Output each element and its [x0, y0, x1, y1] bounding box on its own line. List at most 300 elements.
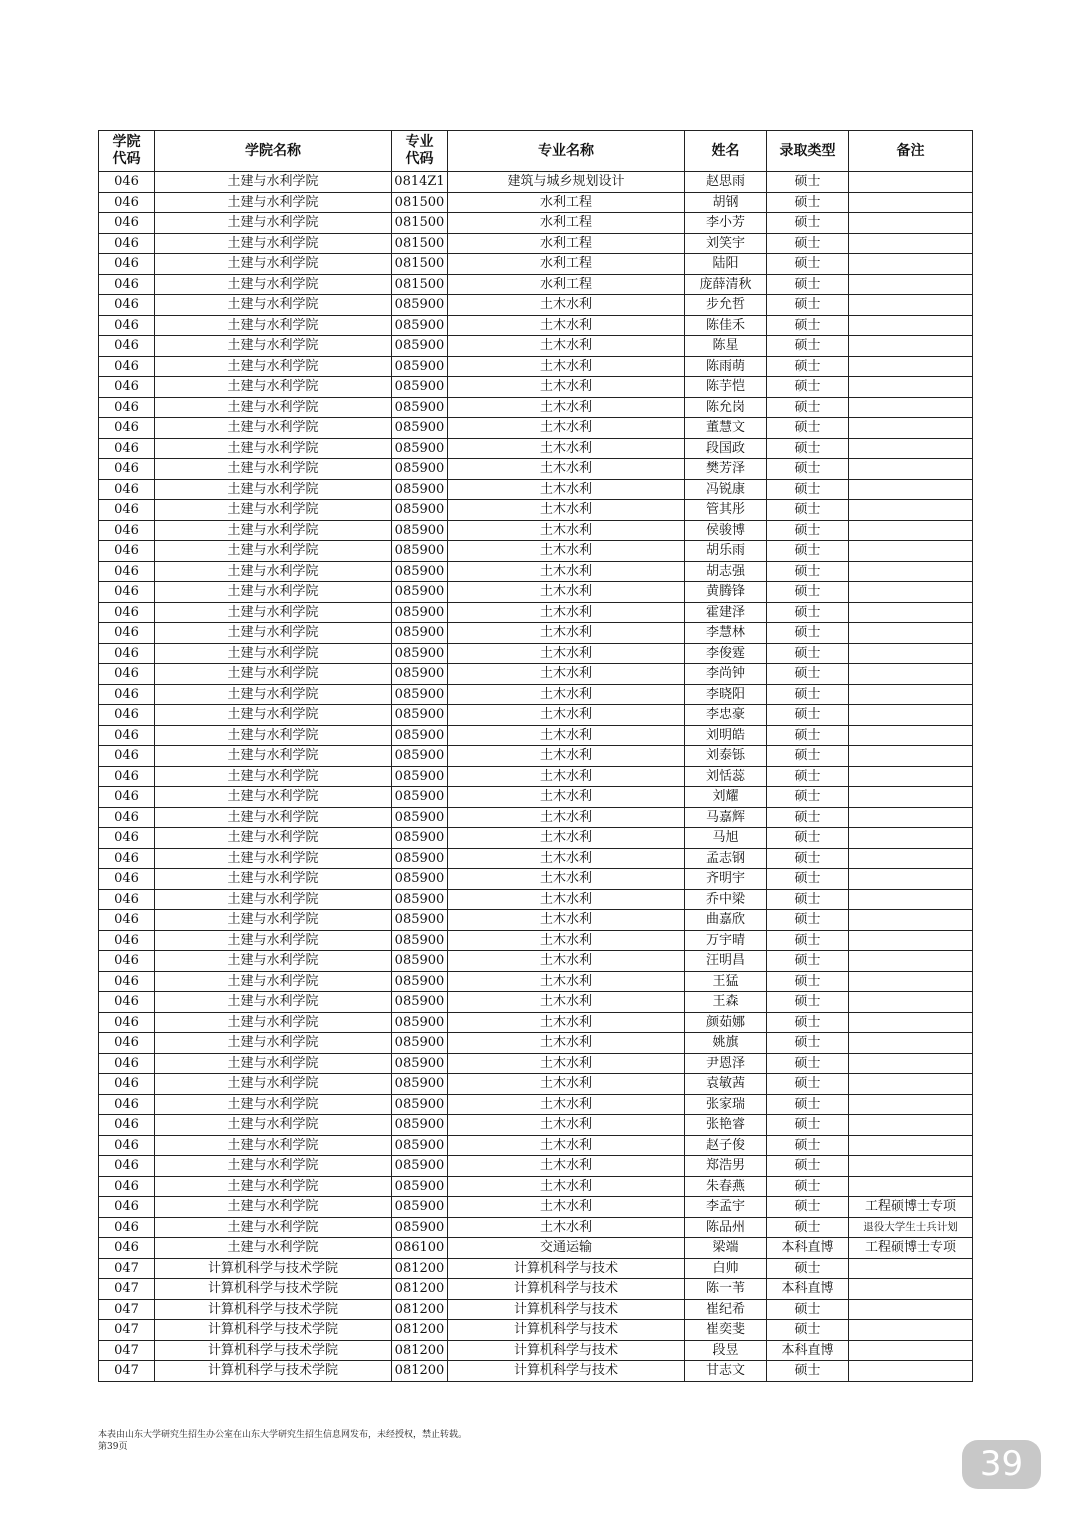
table-row [99, 479, 973, 500]
remarks-cell [849, 1074, 973, 1095]
admission-type-header: 录取类型 [767, 131, 849, 172]
college-name-cell: 土建与水利学院 [155, 1012, 392, 1033]
admission-type-cell: 硕士 [767, 1299, 849, 1320]
major-code-cell: 085900 [392, 1053, 448, 1074]
college-code-cell: 046 [99, 172, 155, 193]
student-name-cell: 胡志强 [685, 561, 767, 582]
college-name-cell: 土建与水利学院 [155, 315, 392, 336]
college-name-cell: 计算机科学与技术学院 [155, 1361, 392, 1382]
student-name-cell: 李晓阳 [685, 684, 767, 705]
major-code-cell: 081500 [392, 233, 448, 254]
remarks-cell [849, 1156, 973, 1177]
remarks-cell [849, 459, 973, 480]
student-name-cell: 赵思雨 [685, 172, 767, 193]
page-label: 第39页 [98, 1442, 128, 1452]
college-code-cell: 046 [99, 377, 155, 398]
college-code-cell: 046 [99, 561, 155, 582]
major-name-cell: 土木水利 [448, 1094, 685, 1115]
table-row [99, 910, 973, 931]
major-name-cell: 土木水利 [448, 971, 685, 992]
college-code-cell: 046 [99, 500, 155, 521]
college-name-cell: 土建与水利学院 [155, 213, 392, 234]
major-code-cell: 085900 [392, 500, 448, 521]
table-row [99, 459, 973, 480]
student-name-cell: 乔中梁 [685, 889, 767, 910]
college-name-cell: 土建与水利学院 [155, 643, 392, 664]
college-name-cell: 土建与水利学院 [155, 869, 392, 890]
admission-type-cell: 硕士 [767, 397, 849, 418]
major-code-cell: 085900 [392, 1135, 448, 1156]
remarks-cell [849, 1012, 973, 1033]
admission-type-cell: 硕士 [767, 459, 849, 480]
major-code-cell: 085900 [392, 971, 448, 992]
major-name-cell: 土木水利 [448, 1135, 685, 1156]
college-code-cell: 046 [99, 315, 155, 336]
major-code-cell: 085900 [392, 1156, 448, 1177]
admission-type-cell: 硕士 [767, 705, 849, 726]
college-name-cell: 土建与水利学院 [155, 1074, 392, 1095]
college-code-cell: 046 [99, 233, 155, 254]
student-name-cell: 侯骏博 [685, 520, 767, 541]
college-name-cell: 土建与水利学院 [155, 1053, 392, 1074]
student-name-cell: 段国政 [685, 438, 767, 459]
college-code-cell: 046 [99, 705, 155, 726]
student-name-cell: 管其彤 [685, 500, 767, 521]
major-code-cell: 081200 [392, 1258, 448, 1279]
admission-type-cell: 硕士 [767, 766, 849, 787]
remarks-cell [849, 746, 973, 767]
student-name-cell: 朱春燕 [685, 1176, 767, 1197]
remarks-header: 备注 [849, 131, 973, 172]
major-name-cell: 土木水利 [448, 992, 685, 1013]
table-row [99, 254, 973, 275]
remarks-cell [849, 1053, 973, 1074]
remarks-cell: 工程硕博士专项 [849, 1197, 973, 1218]
student-name-cell: 颜茹娜 [685, 1012, 767, 1033]
remarks-cell [849, 172, 973, 193]
remarks-cell [849, 869, 973, 890]
admission-type-cell: 硕士 [767, 356, 849, 377]
major-code-cell: 085900 [392, 1094, 448, 1115]
major-name-header: 专业名称 [448, 131, 685, 172]
student-name-cell: 段昱 [685, 1340, 767, 1361]
major-code-cell: 085900 [392, 684, 448, 705]
student-name-cell: 姚旗 [685, 1033, 767, 1054]
student-name-cell: 崔奕斐 [685, 1320, 767, 1341]
major-code-cell: 085900 [392, 951, 448, 972]
admission-type-cell: 本科直博 [767, 1238, 849, 1259]
remarks-cell [849, 1279, 973, 1300]
college-code-header: 学院 代码 [99, 131, 155, 172]
remarks-cell [849, 828, 973, 849]
student-name-cell: 梁端 [685, 1238, 767, 1259]
table-row [99, 930, 973, 951]
college-name-cell: 计算机科学与技术学院 [155, 1320, 392, 1341]
major-name-cell: 土木水利 [448, 459, 685, 480]
college-code-cell: 046 [99, 336, 155, 357]
major-name-cell: 土木水利 [448, 500, 685, 521]
table-row [99, 1074, 973, 1095]
admission-type-cell: 硕士 [767, 848, 849, 869]
college-name-cell: 土建与水利学院 [155, 766, 392, 787]
major-code-cell: 081200 [392, 1279, 448, 1300]
student-name-cell: 陈芋恺 [685, 377, 767, 398]
major-name-cell: 水利工程 [448, 274, 685, 295]
college-code-cell: 046 [99, 787, 155, 808]
table-row [99, 602, 973, 623]
student-name-cell: 万宇晴 [685, 930, 767, 951]
admission-type-cell: 本科直博 [767, 1279, 849, 1300]
remarks-cell [849, 1094, 973, 1115]
table-row [99, 1176, 973, 1197]
college-name-cell: 土建与水利学院 [155, 254, 392, 275]
major-code-cell: 085900 [392, 315, 448, 336]
major-code-cell: 085900 [392, 459, 448, 480]
college-code-cell: 046 [99, 623, 155, 644]
college-name-cell: 土建与水利学院 [155, 192, 392, 213]
major-name-cell: 土木水利 [448, 520, 685, 541]
college-code-cell: 046 [99, 643, 155, 664]
college-code-cell: 046 [99, 1176, 155, 1197]
remarks-cell [849, 725, 973, 746]
table-row [99, 520, 973, 541]
remarks-cell [849, 930, 973, 951]
major-name-cell: 土木水利 [448, 869, 685, 890]
college-name-cell: 土建与水利学院 [155, 992, 392, 1013]
table-row [99, 1320, 973, 1341]
college-code-cell: 046 [99, 479, 155, 500]
major-name-cell: 土木水利 [448, 951, 685, 972]
admission-type-cell: 硕士 [767, 1115, 849, 1136]
major-code-cell: 085900 [392, 725, 448, 746]
student-name-cell: 马旭 [685, 828, 767, 849]
admission-type-cell: 硕士 [767, 274, 849, 295]
major-name-cell: 水利工程 [448, 254, 685, 275]
major-name-cell: 土木水利 [448, 848, 685, 869]
admission-type-cell: 硕士 [767, 1074, 849, 1095]
remarks-cell [849, 1299, 973, 1320]
student-name-cell: 陈允岗 [685, 397, 767, 418]
student-name-cell: 陈雨萌 [685, 356, 767, 377]
remarks-cell [849, 848, 973, 869]
college-code-cell: 046 [99, 295, 155, 316]
table-header-row [99, 131, 973, 172]
major-name-cell: 建筑与城乡规划设计 [448, 172, 685, 193]
admission-type-cell: 硕士 [767, 233, 849, 254]
major-name-cell: 计算机科学与技术 [448, 1279, 685, 1300]
college-code-cell: 047 [99, 1320, 155, 1341]
student-name-cell: 张艳睿 [685, 1115, 767, 1136]
college-code-cell: 046 [99, 397, 155, 418]
major-name-cell: 土木水利 [448, 1115, 685, 1136]
remarks-cell [849, 500, 973, 521]
table-row [99, 725, 973, 746]
table-row [99, 438, 973, 459]
major-code-cell: 085900 [392, 418, 448, 439]
table-row [99, 664, 973, 685]
remarks-cell [849, 582, 973, 603]
college-name-cell: 土建与水利学院 [155, 705, 392, 726]
college-name-cell: 土建与水利学院 [155, 1238, 392, 1259]
student-name-cell: 步允哲 [685, 295, 767, 316]
admission-type-cell: 硕士 [767, 746, 849, 767]
major-name-cell: 土木水利 [448, 438, 685, 459]
college-code-cell: 046 [99, 1033, 155, 1054]
college-code-cell: 046 [99, 725, 155, 746]
college-code-cell: 047 [99, 1279, 155, 1300]
college-code-cell: 046 [99, 582, 155, 603]
remarks-cell [849, 233, 973, 254]
remarks-cell [849, 1361, 973, 1382]
major-code-cell: 081200 [392, 1299, 448, 1320]
college-name-cell: 土建与水利学院 [155, 828, 392, 849]
table-row [99, 213, 973, 234]
college-name-cell: 土建与水利学院 [155, 561, 392, 582]
student-name-cell: 李俊霆 [685, 643, 767, 664]
remarks-cell [849, 1033, 973, 1054]
major-code-cell: 085900 [392, 295, 448, 316]
student-name-cell: 樊芳泽 [685, 459, 767, 480]
college-code-cell: 046 [99, 520, 155, 541]
college-name-cell: 土建与水利学院 [155, 602, 392, 623]
major-name-cell: 土木水利 [448, 807, 685, 828]
student-name-cell: 霍建泽 [685, 602, 767, 623]
table-row [99, 192, 973, 213]
admission-type-cell: 硕士 [767, 664, 849, 685]
table-row [99, 766, 973, 787]
remarks-cell [849, 684, 973, 705]
major-code-cell: 085900 [392, 930, 448, 951]
copyright-notice: 本表由山东大学研究生招生办公室在山东大学研究生招生信息网发布，未经授权，禁止转载。 [98, 1430, 468, 1440]
major-name-cell: 交通运输 [448, 1238, 685, 1259]
admission-type-cell: 硕士 [767, 1258, 849, 1279]
table-row [99, 418, 973, 439]
remarks-cell [849, 705, 973, 726]
admission-type-cell: 硕士 [767, 889, 849, 910]
college-code-cell: 046 [99, 1238, 155, 1259]
student-name-cell: 王猛 [685, 971, 767, 992]
admission-type-cell: 硕士 [767, 254, 849, 275]
table-row [99, 1238, 973, 1259]
remarks-cell [849, 787, 973, 808]
college-name-cell: 土建与水利学院 [155, 438, 392, 459]
remarks-cell [849, 766, 973, 787]
admission-type-cell: 硕士 [767, 1012, 849, 1033]
college-code-cell: 046 [99, 192, 155, 213]
college-name-cell: 土建与水利学院 [155, 274, 392, 295]
remarks-cell [849, 356, 973, 377]
table-row [99, 1197, 973, 1218]
admission-type-cell: 硕士 [767, 643, 849, 664]
college-code-cell: 046 [99, 766, 155, 787]
major-name-cell: 土木水利 [448, 356, 685, 377]
major-name-cell: 土木水利 [448, 315, 685, 336]
student-name-cell: 刘恬蕊 [685, 766, 767, 787]
college-name-cell: 计算机科学与技术学院 [155, 1258, 392, 1279]
major-code-cell: 085900 [392, 1176, 448, 1197]
college-name-cell: 土建与水利学院 [155, 1115, 392, 1136]
college-code-cell: 046 [99, 848, 155, 869]
major-code-cell: 085900 [392, 623, 448, 644]
table-row [99, 1115, 973, 1136]
admission-type-cell: 硕士 [767, 1094, 849, 1115]
major-code-cell: 085900 [392, 602, 448, 623]
college-code-cell: 046 [99, 684, 155, 705]
table-row [99, 233, 973, 254]
major-code-cell: 085900 [392, 1197, 448, 1218]
college-code-cell: 046 [99, 1156, 155, 1177]
major-name-cell: 土木水利 [448, 705, 685, 726]
table-row [99, 787, 973, 808]
college-code-cell: 046 [99, 356, 155, 377]
college-code-cell: 046 [99, 541, 155, 562]
college-name-cell: 土建与水利学院 [155, 377, 392, 398]
college-code-cell: 046 [99, 992, 155, 1013]
major-code-cell: 085900 [392, 828, 448, 849]
major-code-cell: 085900 [392, 787, 448, 808]
major-code-cell: 085900 [392, 1033, 448, 1054]
student-name-cell: 董慧文 [685, 418, 767, 439]
admission-type-cell: 硕士 [767, 1135, 849, 1156]
student-name-cell: 陈星 [685, 336, 767, 357]
major-name-cell: 水利工程 [448, 192, 685, 213]
remarks-cell [849, 1176, 973, 1197]
major-name-cell: 计算机科学与技术 [448, 1361, 685, 1382]
student-name-cell: 刘明皓 [685, 725, 767, 746]
admission-type-cell: 硕士 [767, 623, 849, 644]
college-code-cell: 046 [99, 1094, 155, 1115]
college-name-cell: 土建与水利学院 [155, 479, 392, 500]
student-name-cell: 马嘉辉 [685, 807, 767, 828]
major-code-cell: 085900 [392, 664, 448, 685]
admission-type-cell: 硕士 [767, 582, 849, 603]
table-row [99, 971, 973, 992]
admission-type-cell: 硕士 [767, 951, 849, 972]
admission-type-cell: 硕士 [767, 520, 849, 541]
student-name-cell: 刘笑宇 [685, 233, 767, 254]
college-name-cell: 土建与水利学院 [155, 397, 392, 418]
major-code-cell: 085900 [392, 1217, 448, 1238]
major-code-cell: 085900 [392, 705, 448, 726]
college-code-cell: 046 [99, 910, 155, 931]
major-code-cell: 085900 [392, 582, 448, 603]
college-name-cell: 土建与水利学院 [155, 520, 392, 541]
student-name-cell: 赵子俊 [685, 1135, 767, 1156]
remarks-cell [849, 418, 973, 439]
table-row [99, 172, 973, 193]
admission-type-cell: 硕士 [767, 869, 849, 890]
college-name-cell: 土建与水利学院 [155, 500, 392, 521]
remarks-cell: 退役大学生士兵计划 [849, 1217, 973, 1238]
student-name-cell: 刘耀 [685, 787, 767, 808]
major-code-cell: 085900 [392, 766, 448, 787]
table-row [99, 315, 973, 336]
table-row [99, 1340, 973, 1361]
college-code-cell: 046 [99, 746, 155, 767]
college-name-cell: 土建与水利学院 [155, 623, 392, 644]
major-code-cell: 085900 [392, 807, 448, 828]
table-row [99, 274, 973, 295]
table-row [99, 336, 973, 357]
major-name-cell: 土木水利 [448, 582, 685, 603]
major-name-cell: 土木水利 [448, 1217, 685, 1238]
admission-type-cell: 硕士 [767, 377, 849, 398]
major-code-cell: 0814Z1 [392, 172, 448, 193]
college-code-cell: 046 [99, 869, 155, 890]
student-name-cell: 郑浩男 [685, 1156, 767, 1177]
college-name-cell: 土建与水利学院 [155, 684, 392, 705]
college-code-cell: 047 [99, 1299, 155, 1320]
student-name-cell: 黄腾锋 [685, 582, 767, 603]
major-code-cell: 085900 [392, 397, 448, 418]
college-code-cell: 046 [99, 254, 155, 275]
remarks-cell [849, 889, 973, 910]
college-name-cell: 土建与水利学院 [155, 664, 392, 685]
admission-type-cell: 硕士 [767, 213, 849, 234]
major-name-cell: 土木水利 [448, 664, 685, 685]
major-name-cell: 土木水利 [448, 1012, 685, 1033]
student-name-cell: 李尚钟 [685, 664, 767, 685]
admission-type-cell: 硕士 [767, 684, 849, 705]
student-name-cell: 王森 [685, 992, 767, 1013]
remarks-cell [849, 1340, 973, 1361]
admission-type-cell: 硕士 [767, 500, 849, 521]
student-name-cell: 袁敏茜 [685, 1074, 767, 1095]
remarks-cell [849, 971, 973, 992]
table-row [99, 500, 973, 521]
major-name-cell: 土木水利 [448, 602, 685, 623]
admission-type-cell: 硕士 [767, 602, 849, 623]
major-name-cell: 土木水利 [448, 930, 685, 951]
major-code-cell: 085900 [392, 746, 448, 767]
college-code-cell: 046 [99, 889, 155, 910]
major-name-cell: 计算机科学与技术 [448, 1299, 685, 1320]
remarks-cell [849, 910, 973, 931]
student-name-cell: 汪明昌 [685, 951, 767, 972]
student-name-cell: 庞薛清秋 [685, 274, 767, 295]
admission-type-cell: 硕士 [767, 438, 849, 459]
table-row [99, 746, 973, 767]
major-code-cell: 085900 [392, 479, 448, 500]
admission-type-cell: 本科直博 [767, 1340, 849, 1361]
student-name-cell: 孟志钢 [685, 848, 767, 869]
remarks-cell [849, 336, 973, 357]
college-code-cell: 046 [99, 951, 155, 972]
major-code-cell: 085900 [392, 541, 448, 562]
major-name-cell: 土木水利 [448, 746, 685, 767]
major-name-cell: 土木水利 [448, 766, 685, 787]
table-row [99, 623, 973, 644]
admission-type-cell: 硕士 [767, 172, 849, 193]
college-code-cell: 047 [99, 1340, 155, 1361]
remarks-cell [849, 1135, 973, 1156]
remarks-cell [849, 602, 973, 623]
major-name-cell: 土木水利 [448, 828, 685, 849]
college-name-cell: 土建与水利学院 [155, 971, 392, 992]
college-code-cell: 046 [99, 971, 155, 992]
admission-type-cell: 硕士 [767, 1053, 849, 1074]
table-row [99, 1094, 973, 1115]
college-code-cell: 046 [99, 438, 155, 459]
admission-type-cell: 硕士 [767, 807, 849, 828]
student-name-cell: 胡钢 [685, 192, 767, 213]
admission-type-cell: 硕士 [767, 1176, 849, 1197]
college-code-cell: 046 [99, 1217, 155, 1238]
remarks-cell [849, 1258, 973, 1279]
major-code-cell: 081200 [392, 1340, 448, 1361]
major-name-cell: 土木水利 [448, 541, 685, 562]
table-row [99, 848, 973, 869]
